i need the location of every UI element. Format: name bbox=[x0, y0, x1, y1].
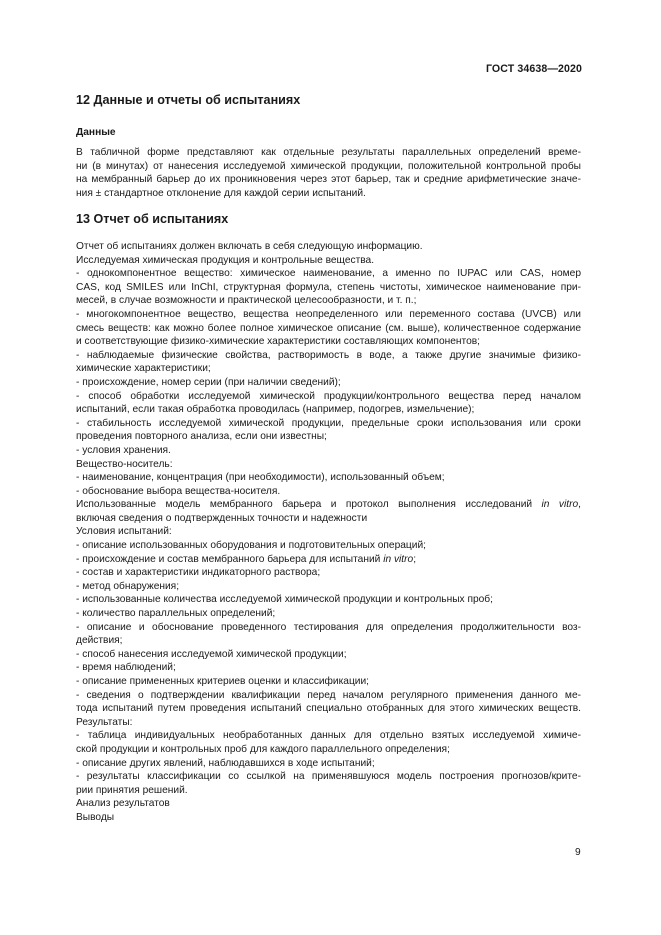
report-line: месей, в случае возможности и практической целесообразности, и т. п.; bbox=[76, 295, 417, 307]
report-line: - происхождение и состав мембранного барьера для испытаний in vitro; bbox=[76, 553, 417, 565]
section-12-subheading: Данные bbox=[76, 127, 116, 138]
report-line: ской продукции и контрольных проб для каждого параллельного определения; bbox=[76, 743, 450, 755]
report-line: - наименование, концентрация (при необходимости), использованный объем; bbox=[76, 472, 445, 484]
section-12-title: 12 Данные и отчеты об испытаниях bbox=[76, 93, 301, 107]
report-line: - способ обработки исследуемой химической продукции/контрольного вещества перед началом bbox=[76, 390, 581, 402]
report-line: смесь веществ: как можно более полное химическое описание (см. выше), количественное содержание bbox=[76, 322, 581, 334]
report-line: - количество параллельных определений; bbox=[76, 608, 276, 620]
report-line: - таблица индивидуальных необработанных данных для отдельно взятых исследуемой химиче- bbox=[76, 730, 581, 742]
report-line: - описание использованных оборудования и подготовительных операций; bbox=[76, 540, 426, 552]
report-line: - обоснование выбора вещества-носителя. bbox=[76, 485, 281, 497]
report-line: действия; bbox=[76, 635, 123, 647]
report-line: Условия испытаний: bbox=[76, 526, 172, 538]
section-13-title: 13 Отчет об испытаниях bbox=[76, 212, 229, 226]
report-line: - наблюдаемые физические свойства, растворимость в воде, а также другие значимые физико- bbox=[76, 349, 581, 361]
report-line: - однокомпонентное вещество: химическое наименование, а именно по IUPAC или CAS, номер bbox=[76, 268, 581, 280]
report-line: Вещество-носитель: bbox=[76, 458, 173, 470]
report-line: включая сведения о подтвержденных точности и надежности bbox=[76, 512, 368, 524]
report-line: - описание других явлений, наблюдавшихся в ходе испытаний; bbox=[76, 757, 375, 769]
report-line: CAS, код SMILES или InChI, структурная формула, степень чистоты, химическое наименование при- bbox=[76, 281, 581, 293]
report-line: - использованные количества исследуемой химической продукции и контрольных проб; bbox=[76, 594, 493, 606]
report-line: - описание примененных критериев оценки и классификации; bbox=[76, 676, 370, 687]
italic-term: in vitro bbox=[383, 553, 414, 565]
report-line: - сведения о подтверждении квалификации перед началом регулярного применения данного ме- bbox=[76, 689, 581, 701]
report-line: - стабильность исследуемой химической продукции, предельные сроки использования или сроки bbox=[76, 417, 581, 429]
report-line: Использованные модель мембранного барьера и протокол выполнения исследований in vitro, bbox=[76, 499, 581, 511]
report-line: - условия хранения. bbox=[76, 444, 171, 456]
report-line: - описание и обоснование проведенного тестирования для определения продолжительности воз- bbox=[76, 621, 581, 633]
report-line: рии принятия решений. bbox=[76, 784, 188, 796]
report-line: и соответствующие физико-химические характеристики составляющих компонентов; bbox=[76, 336, 480, 348]
paragraph-line: на мембранный барьер до их проникновения через этот барьер, так и средние арифметические значе- bbox=[76, 174, 581, 186]
report-line: Отчет об испытаниях должен включать в себя следующую информацию. bbox=[76, 241, 423, 252]
report-line: тода испытаний путем проведения испытаний специально отобранных для этого химических веществ. bbox=[76, 703, 581, 715]
paragraph-line: ния ± стандартное отклонение для каждой серии испытаний. bbox=[76, 187, 366, 199]
standard-number: ГОСТ 34638—2020 bbox=[485, 63, 582, 75]
report-line: Исследуемая химическая продукция и контрольные вещества. bbox=[76, 254, 375, 266]
report-line: проведения повторного анализа, если они известны; bbox=[76, 431, 327, 443]
report-line: - результаты классификации со ссылкой на применявшуюся модель построения прогнозов/крите- bbox=[76, 771, 581, 783]
report-line: химические характеристики; bbox=[76, 363, 211, 375]
report-line: - метод обнаружения; bbox=[76, 580, 180, 592]
section-13-body bbox=[76, 240, 581, 825]
report-line: - способ нанесения исследуемой химической продукции; bbox=[76, 648, 347, 660]
report-line: Анализ результатов bbox=[76, 798, 170, 810]
section-12-paragraph bbox=[76, 146, 581, 200]
report-line: Выводы bbox=[76, 811, 115, 823]
page-number: 9 bbox=[575, 847, 581, 858]
report-line: - состав и характеристики индикаторного раствора; bbox=[76, 567, 321, 579]
report-line: - время наблюдений; bbox=[76, 662, 176, 674]
paragraph-line: ни (в минутах) от нанесения исследуемой химической продукции, положительной контрольной пробы bbox=[76, 160, 581, 172]
paragraph-line: В табличной форме представляют как отдельные результаты параллельных определений време- bbox=[76, 147, 581, 158]
report-line: Результаты: bbox=[76, 716, 133, 728]
report-line: - многокомпонентное вещество, вещества неопределенного или переменного состава (UVCB) или bbox=[76, 308, 581, 320]
report-line: - происхождение, номер серии (при наличии сведений); bbox=[76, 376, 341, 388]
italic-term: in vitro bbox=[541, 499, 579, 511]
report-line: испытаний, если такая обработка проводилась (например, подогрев, измельчение); bbox=[76, 404, 475, 416]
